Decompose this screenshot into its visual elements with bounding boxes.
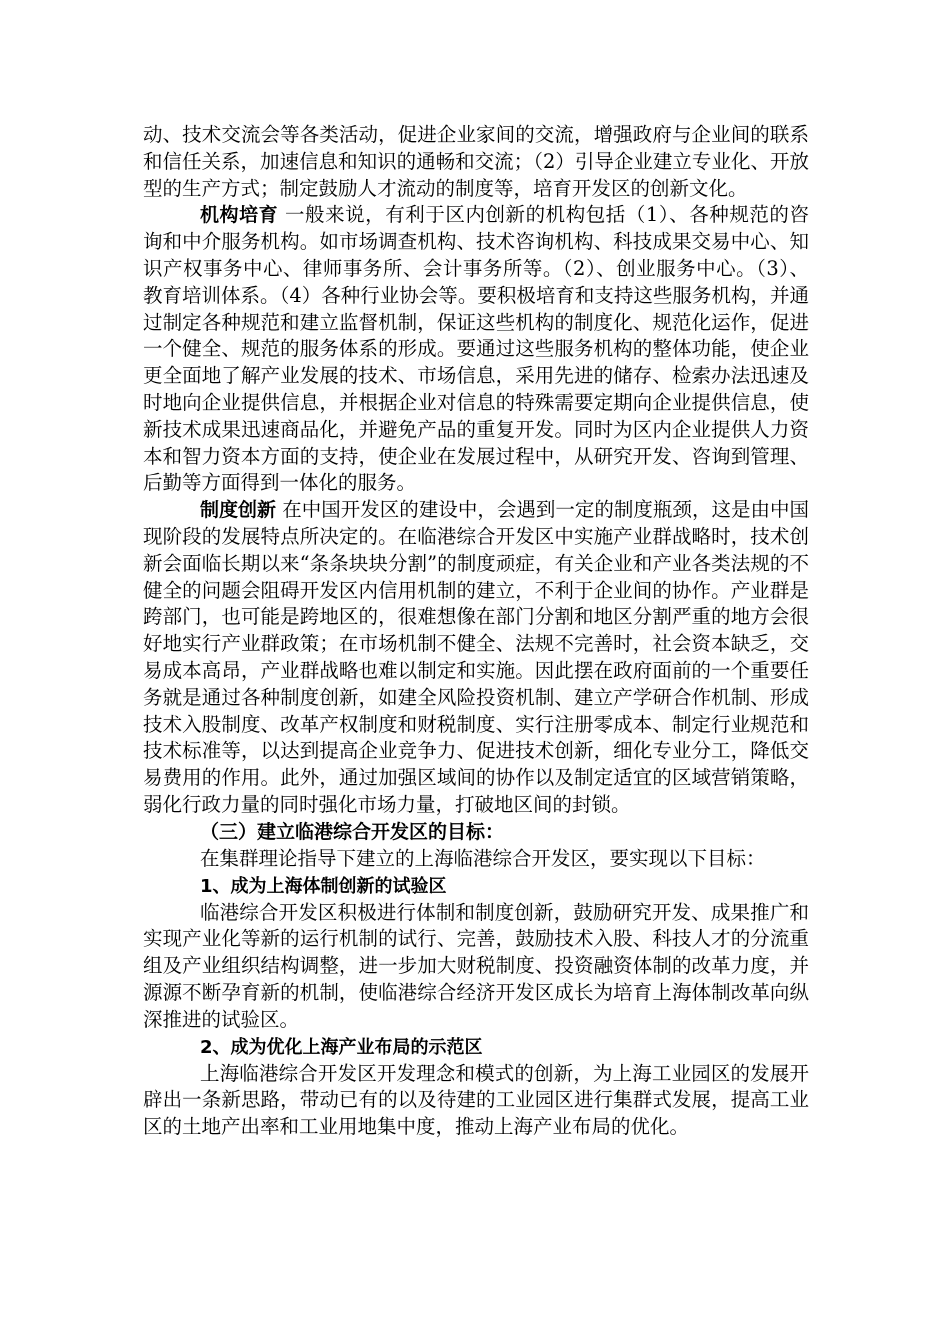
paragraph-institutional-innovation	[143, 497, 809, 819]
paragraph-institution-cultivation	[143, 202, 809, 497]
keyword-institutional-innovation: 制度创新	[200, 499, 277, 522]
goal-2-heading: 2、成为优化上海产业布局的示范区	[200, 1036, 483, 1058]
document-page	[143, 122, 809, 1141]
goal-1-paragraph: 临港综合开发区积极进行体制和制度创新，鼓励研究开发、成果推广和实现产业化等新的运行机制的试行、完善，鼓励技术入股、科技人才的分流重组及产业组织结构调整，进一步加大财税制度、投资融资体制的改革力度，并源源不断孕育新的机制，使临港综合经济开发区成长为培育上海体制改革向纵深推进的试验区。	[143, 900, 809, 1031]
keyword-institution-cultivation: 机构培育	[200, 204, 279, 227]
paragraph-institution-text: 一般来说，有利于区内创新的机构包括（1）、各种规范的咨询和中介服务机构。如市场调查机构、技术咨询机构、科技成果交易中心、知识产权事务中心、律师事务所、会计事务所等。（2）、创业服务中心。（3）、教育培训体系。（4）各种行业协会等。要积极培育和支持这些服务机构，并通过制定各种规范和建立监督机制，保证这些机构的制度化、规范化运作，促进一个健全、规范的服务体系的形成。要通过这些服务机构的整体功能，使企业更全面地了解产业发展的技术、市场信息，采用先进的储存、检索办法迅速及时地向企业提供信息，并根据企业对信息的特殊需要定期向企业提供信息，使新技术成果迅速商品化，并避免产品的重复开发。同时为区内企业提供人力资本和智力资本方面的支持，使企业在发展过程中，从研究开发、咨询到管理、后勤等方面得到一体化的服务。	[143, 203, 809, 495]
goal-2-paragraph: 上海临港综合开发区开发理念和模式的创新，为上海工业园区的发展开辟出一条新思路，带动已有的以及待建的工业园区进行集群式发展，提高工业区的土地产出率和工业用地集中度，推动上海产业布局的优化。	[143, 1061, 809, 1139]
paragraph-culture: 动、技术交流会等各类活动，促进企业家间的交流，增强政府与企业间的联系和信任关系，加速信息和知识的通畅和交流；（2）引导企业建立专业化、开放型的生产方式；制定鼓励人才流动的制度等，培育开发区的创新文化。	[143, 123, 809, 200]
goal-1-heading: 1、成为上海体制创新的试验区	[200, 875, 447, 897]
paragraph-intro: 在集群理论指导下建立的上海临港综合开发区，要实现以下目标：	[200, 846, 766, 870]
paragraph-innovation-text: 在中国开发区的建设中，会遇到一定的制度瓶颈，这是由中国现阶段的发展特点所决定的。在临港综合开发区中实施产业群战略时，技术创新会面临长期以来“条条块块分割”的制度顽症，有关企业和产业各类法规的不健全的问题会阻碍开发区内信用机制的建立，不利于企业间的协作。产业群是跨部门，也可能是跨地区的，很难想像在部门分割和地区分割严重的地方会很好地实行产业群政策；在市场机制不健全、法规不完善时，社会资本缺乏，交易成本高昂，产业群战略也难以制定和实施。因此摆在政府面前的一个重要任务就是通过各种制度创新，如建全风险投资机制、建立产学研合作机制、形成技术入股制度、改革产权制度和财税制度、实行注册零成本、制定行业规范和技术标准等，以达到提高企业竞争力、促进技术创新，细化专业分工，降低交易费用的作用。此外，通过加强区域间的协作以及制定适宜的区域营销策略，弱化行政力量的同时强化市场力量，打破地区间的封锁。	[143, 498, 809, 816]
section-heading: （三）建立临港综合开发区的目标：	[200, 820, 505, 843]
